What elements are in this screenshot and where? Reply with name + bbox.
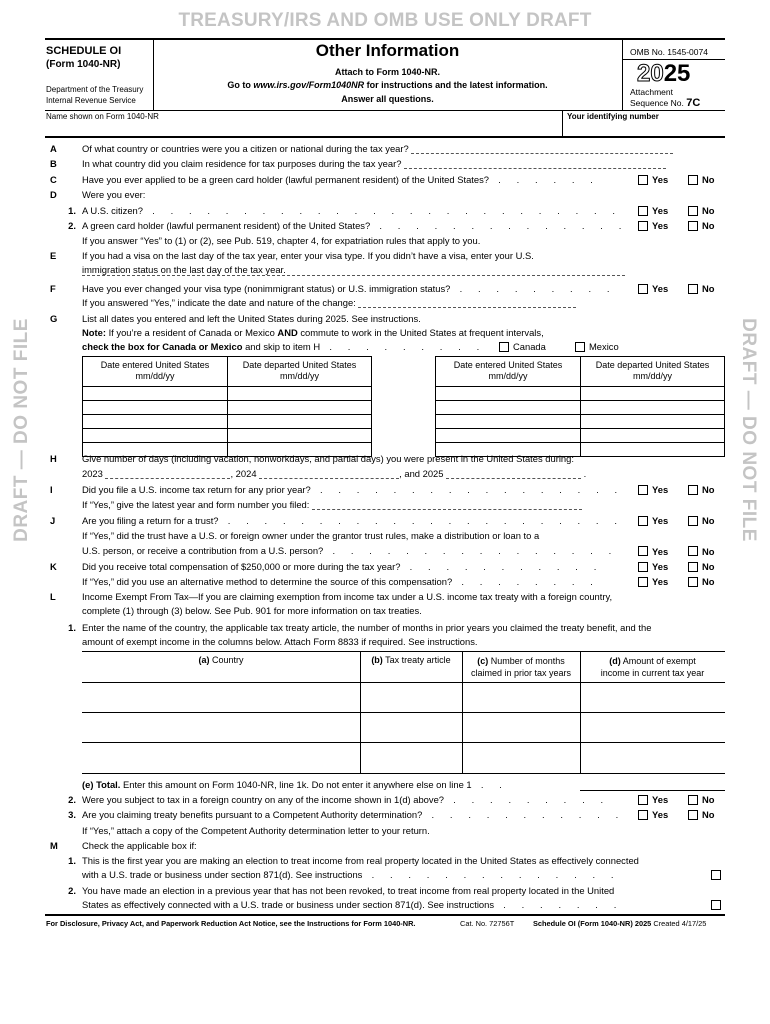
sequence-label: Sequence No. 7C xyxy=(630,97,701,109)
date-cell[interactable] xyxy=(83,429,228,443)
attach-instruction: Attach to Form 1040-NR. xyxy=(334,67,441,77)
f-yes-checkbox[interactable] xyxy=(638,284,648,294)
question-k-method: If “Yes,” did you use an alternative method to determine the source of this compensation? . . . . . . . . xyxy=(82,576,600,587)
answer-all: Answer all questions. xyxy=(341,94,434,104)
draft-watermark-left: DRAFT — DO NOT FILE xyxy=(11,318,32,542)
question-i: Did you file a U.S. income tax return for any prior year? . . . . . . . . . . . . . . . . . xyxy=(82,484,624,495)
question-h: Give number of days (including vacation, nonworkdays, and partial days) you were present in the United States during: xyxy=(82,453,574,464)
name-field-label: Name shown on Form 1040-NR xyxy=(46,112,159,121)
d2-no-checkbox[interactable] xyxy=(688,221,698,231)
irs-url[interactable]: www.irs.gov/Form1040NR xyxy=(253,80,365,90)
citizenship-input[interactable] xyxy=(411,145,673,154)
treaty-row-1[interactable] xyxy=(82,683,725,712)
date-cell[interactable] xyxy=(228,429,372,443)
date-cell[interactable] xyxy=(436,429,581,443)
question-i-latest: If “Yes,” give the latest year and form number you filed: xyxy=(82,499,582,510)
question-k: Did you receive total compensation of $250,000 or more during the tax year? . . . . . . . . . . . xyxy=(82,561,603,572)
goto-instruction: Go to www.irs.gov/Form1040NR for instructions and the latest information. xyxy=(227,80,548,90)
footer-notice: For Disclosure, Privacy Act, and Paperwork Reduction Act Notice, see the Instructions for Form 1040-NR. xyxy=(46,919,416,928)
letter-i: I xyxy=(50,484,53,495)
question-d2: A green card holder (lawful permanent resident) of the United States? . . . . . . . . . . . . . . xyxy=(82,220,628,231)
dates-table-right: Date entered United States mm/dd/yy Date departed United States mm/dd/yy xyxy=(435,356,725,457)
id-field-label: Your identifying number xyxy=(567,112,659,121)
question-f-change: If you answered “Yes,” indicate the date and nature of the change: xyxy=(82,297,576,308)
omb-number: OMB No. 1545-0074 xyxy=(630,47,708,57)
d1-yes-checkbox[interactable] xyxy=(638,206,648,216)
letter-g: G xyxy=(50,313,58,324)
col-country: (a) Country xyxy=(198,655,244,665)
treaty-row-3[interactable] xyxy=(82,743,725,772)
question-b: In what country did you claim residence for tax purposes during the tax year? xyxy=(82,158,666,169)
question-m1-line2: with a U.S. trade or business under section 871(d). See instructions . . . . . . . . . . . . . . xyxy=(82,869,621,880)
identifying-number-input[interactable] xyxy=(566,121,722,135)
d1-no-checkbox[interactable] xyxy=(688,206,698,216)
question-a: Of what country or countries were you a citizen or national during the tax year? xyxy=(82,143,673,154)
date-cell[interactable] xyxy=(581,387,725,401)
question-d1: A U.S. citizen? . . . . . . . . . . . . . . . . . . . . . . . . . . xyxy=(82,205,622,216)
j2-yes-checkbox[interactable] xyxy=(638,546,648,556)
date-cell[interactable] xyxy=(581,429,725,443)
date-cell[interactable] xyxy=(581,415,725,429)
col-exempt-amount: (d) Amount of exempt income in current tax year xyxy=(600,656,705,678)
m2-checkbox[interactable] xyxy=(711,900,721,910)
k-no-checkbox[interactable] xyxy=(688,562,698,572)
question-m: Check the applicable box if: xyxy=(82,840,197,851)
letter-j: J xyxy=(50,515,56,526)
c-no-checkbox[interactable] xyxy=(688,175,698,185)
question-m2: You have made an election in a previous year that has not been revoked, to treat income from real property located in the United xyxy=(82,885,615,896)
letter-m: M xyxy=(50,840,58,851)
name-input[interactable] xyxy=(46,121,558,135)
dates-table-left: Date entered United States mm/dd/yy Date departed United States mm/dd/yy xyxy=(82,356,372,457)
question-e-line2: immigration status on the last day of the tax year. xyxy=(82,264,286,275)
date-cell[interactable] xyxy=(436,415,581,429)
m1-checkbox[interactable] xyxy=(711,870,721,880)
question-l3-note: If “Yes,” attach a copy of the Competent Authority determination letter to your return. xyxy=(82,825,430,836)
visa-type-input[interactable] xyxy=(82,274,625,276)
treaty-row-2[interactable] xyxy=(82,713,725,742)
treaty-total-row: (e) Total. Enter this amount on Form 1040-NR, line 1k. Do not enter it anywhere else on line 1 . . xyxy=(82,779,509,790)
dept-treasury: Department of the Treasury xyxy=(46,85,144,94)
date-cell[interactable] xyxy=(228,387,372,401)
question-l3: Are you claiming treaty benefits pursuant to a Competent Authority determination? . . . . . . . . . . . xyxy=(82,809,625,820)
question-f: Have you ever changed your visa type (nonimmigrant status) or U.S. immigration status? . . . . . . . . . xyxy=(82,283,617,294)
days-2025-input[interactable] xyxy=(446,470,581,479)
col-months: (c) Number of months claimed in prior tax years xyxy=(470,656,572,678)
i-yes-checkbox[interactable] xyxy=(638,485,648,495)
l2-no-checkbox[interactable] xyxy=(688,795,698,805)
residence-country-input[interactable] xyxy=(404,160,666,169)
letter-c: C xyxy=(50,174,57,185)
footer-schedule: Schedule OI (Form 1040-NR) 2025 Created 4/17/25 xyxy=(533,919,707,928)
date-cell[interactable] xyxy=(83,415,228,429)
question-j: Are you filing a return for a trust? . . . . . . . . . . . . . . . . . . . . . . xyxy=(82,515,624,526)
j2-no-checkbox[interactable] xyxy=(688,546,698,556)
question-l1-line2: amount of exempt income in the columns below. Attach Form 8833 if required. See instructions. xyxy=(82,636,478,647)
j-yes-checkbox[interactable] xyxy=(638,516,648,526)
form-label: (Form 1040-NR) xyxy=(46,59,121,70)
question-m2-line2: States as effectively connected with a U.S. trade or business under section 871(d). See instructions . . . . . . . xyxy=(82,899,623,910)
question-j-contribution: U.S. person, or receive a contribution from a U.S. person? . . . . . . . . . . . . . . . . xyxy=(82,545,618,556)
days-2024-input[interactable] xyxy=(259,470,399,479)
letter-h: H xyxy=(50,453,57,464)
schedule-label: SCHEDULE OI xyxy=(46,45,122,57)
f-no-checkbox[interactable] xyxy=(688,284,698,294)
d2-yes-checkbox[interactable] xyxy=(638,221,648,231)
expatriation-note: If you answer “Yes” to (1) or (2), see Pub. 519, chapter 4, for expatriation rules that apply to you. xyxy=(82,235,481,246)
letter-l: L xyxy=(50,591,56,602)
question-m1: This is the first year you are making an election to treat income from real property located in the United States as effectively connected xyxy=(82,855,639,866)
days-2023-input[interactable] xyxy=(105,470,230,479)
date-cell[interactable] xyxy=(581,443,725,457)
c-yes-label: Yes xyxy=(652,174,669,185)
dept-irs: Internal Revenue Service xyxy=(46,96,136,105)
draft-watermark-top: TREASURY/IRS AND OMB USE ONLY DRAFT xyxy=(178,10,592,31)
letter-d: D xyxy=(50,189,57,200)
question-l1: Enter the name of the country, the applicable tax treaty article, the number of months in prior years you claimed the treaty benefit, and the xyxy=(82,622,652,633)
date-cell[interactable] xyxy=(83,401,228,415)
question-c: Have you ever applied to be a green card holder (lawful permanent resident) of the United States? . . . . . . xyxy=(82,174,600,185)
question-g-note: Note: If you’re a resident of Canada or Mexico AND commute to work in the United States at frequent intervals, xyxy=(82,327,544,338)
mexico-checkbox[interactable] xyxy=(575,342,585,352)
question-g-check: check the box for Canada or Mexico and skip to item H . . . . . . . . . xyxy=(82,341,486,352)
letter-e: E xyxy=(50,250,57,261)
date-cell[interactable] xyxy=(581,401,725,415)
treaty-total-input[interactable] xyxy=(581,775,724,789)
c-yes-checkbox[interactable] xyxy=(638,175,648,185)
form-title: Other Information xyxy=(315,41,460,60)
k-yes-checkbox[interactable] xyxy=(638,562,648,572)
letter-f: F xyxy=(50,283,56,294)
question-l2: Were you subject to tax in a foreign country on any of the income shown in 1(d) above? . . . . . . . . . xyxy=(82,794,610,805)
question-e-line1: If you had a visa on the last day of the tax year, enter your visa type. If you didn’t have a visa, enter your U.S. xyxy=(82,250,534,261)
i-no-checkbox[interactable] xyxy=(688,485,698,495)
date-cell[interactable] xyxy=(228,401,372,415)
canada-label: Canada xyxy=(513,341,546,352)
question-d: Were you ever: xyxy=(82,189,146,200)
footer-cat: Cat. No. 72756T xyxy=(460,919,515,928)
k2-no-checkbox[interactable] xyxy=(688,577,698,587)
tax-year: 2025 xyxy=(637,60,691,87)
draft-watermark-right: DRAFT — DO NOT FILE xyxy=(738,318,759,542)
letter-a: A xyxy=(50,143,57,154)
date-cell[interactable] xyxy=(83,387,228,401)
letter-k: K xyxy=(50,561,57,572)
date-cell[interactable] xyxy=(436,387,581,401)
attachment-label: Attachment xyxy=(630,87,673,97)
prior-return-input[interactable] xyxy=(312,501,582,510)
c-no-label: No xyxy=(702,174,715,185)
k2-yes-checkbox[interactable] xyxy=(638,577,648,587)
l2-yes-checkbox[interactable] xyxy=(638,795,648,805)
letter-b: B xyxy=(50,158,57,169)
col-treaty-article: (b) Tax treaty article xyxy=(371,655,451,665)
question-j-grantor: If “Yes,” did the trust have a U.S. or foreign owner under the grantor trust rules, make a distribution or loan to a xyxy=(82,530,540,541)
question-g: List all dates you entered and left the United States during 2025. See instructions. xyxy=(82,313,421,324)
visa-change-input[interactable] xyxy=(358,299,576,308)
days-present-row: 2023 , 2024 , and 2025 . xyxy=(82,468,587,479)
l3-no-checkbox[interactable] xyxy=(688,810,698,820)
canada-checkbox[interactable] xyxy=(499,342,509,352)
date-cell[interactable] xyxy=(436,401,581,415)
question-l-line2: complete (1) through (3) below. See Pub. 901 for more information on tax treaties. xyxy=(82,605,422,616)
date-cell[interactable] xyxy=(228,415,372,429)
j-no-checkbox[interactable] xyxy=(688,516,698,526)
l3-yes-checkbox[interactable] xyxy=(638,810,648,820)
mexico-label: Mexico xyxy=(589,341,619,352)
question-l: Income Exempt From Tax—If you are claiming exemption from income tax under a U.S. income tax treaty with a foreign country, xyxy=(82,591,613,602)
